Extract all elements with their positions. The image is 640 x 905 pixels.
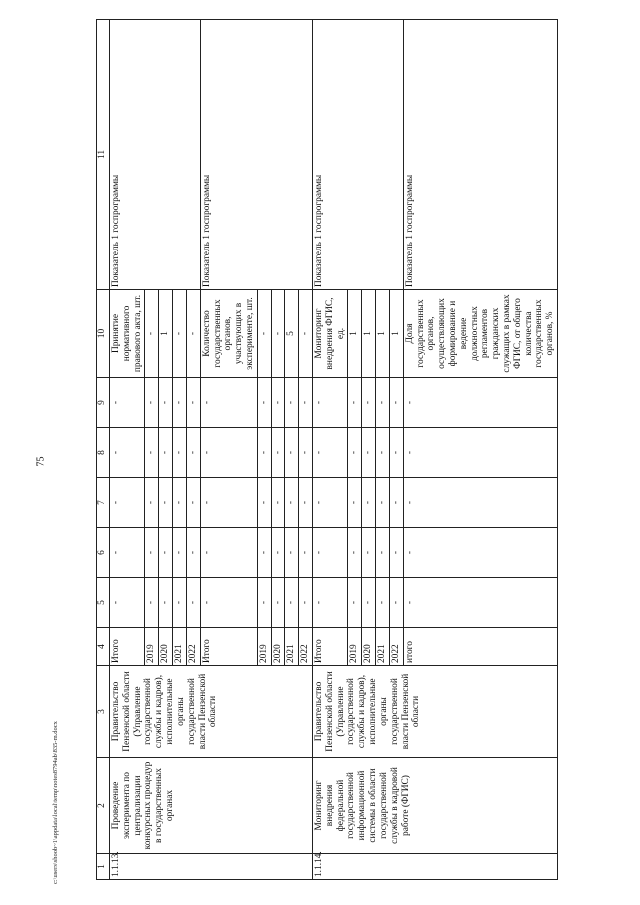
column-number: 9	[97, 378, 110, 428]
value-cell: -	[173, 478, 187, 528]
value-cell: -	[145, 528, 159, 578]
column-number: 10	[97, 290, 110, 378]
value-cell: -	[389, 528, 403, 578]
period-cell: Итого	[110, 628, 145, 666]
value-cell: -	[285, 578, 299, 628]
measure-name: Проведение эксперимента по централизации конкурсных процедур в государственных органах	[110, 758, 313, 854]
value-cell: -	[313, 428, 348, 478]
period-cell: 2020	[362, 628, 376, 666]
measure-executor: Правительство Пензенской области (Управление государственной службы и кадров), исполнительные органы государственной власти Пензенской области	[110, 666, 313, 758]
value-cell: -	[159, 428, 173, 478]
value-cell: -	[403, 578, 557, 628]
indicator-value: -	[173, 290, 187, 378]
column-number: 6	[97, 528, 110, 578]
period-cell: Итого	[313, 628, 348, 666]
value-cell: -	[145, 378, 159, 428]
value-cell: -	[313, 578, 348, 628]
value-cell: -	[271, 378, 285, 428]
value-cell: -	[271, 478, 285, 528]
value-cell: -	[200, 478, 257, 528]
program-indicator: Показатель 1 госпрограммы	[110, 20, 201, 290]
value-cell: -	[145, 478, 159, 528]
column-number-header-row	[97, 20, 110, 880]
value-cell: -	[285, 428, 299, 478]
table-body	[110, 20, 558, 880]
period-cell: 2022	[389, 628, 403, 666]
period-cell: 2022	[299, 628, 313, 666]
value-cell: -	[159, 378, 173, 428]
value-cell: -	[257, 578, 271, 628]
value-cell: -	[110, 578, 145, 628]
indicator-value: 1	[376, 290, 390, 378]
value-cell: -	[200, 428, 257, 478]
period-cell: Итого	[200, 628, 257, 666]
value-cell: -	[186, 428, 200, 478]
value-cell: -	[257, 478, 271, 528]
value-cell: -	[173, 428, 187, 478]
indicator-value: 1	[348, 290, 362, 378]
value-cell: -	[362, 528, 376, 578]
program-indicator: Показатель 1 госпрограммы	[200, 20, 312, 290]
value-cell: -	[299, 478, 313, 528]
value-cell: -	[110, 478, 145, 528]
indicator-value: 1	[159, 290, 173, 378]
measure-name: Мониторинг внедрения федеральной государственной информационной системы в области государственной службы в кадровой работе (ФГИС)	[313, 758, 558, 854]
value-cell: -	[271, 578, 285, 628]
value-cell: -	[285, 478, 299, 528]
value-cell: -	[257, 428, 271, 478]
value-cell: -	[348, 378, 362, 428]
value-cell: -	[285, 528, 299, 578]
indicator-value: -	[299, 290, 313, 378]
value-cell: -	[271, 528, 285, 578]
value-cell: -	[348, 428, 362, 478]
value-cell: -	[299, 578, 313, 628]
value-cell: -	[299, 428, 313, 478]
indicator-value: 1	[389, 290, 403, 378]
column-number: 3	[97, 666, 110, 758]
page-number: 75	[35, 456, 47, 467]
value-cell: -	[173, 528, 187, 578]
value-cell: -	[348, 528, 362, 578]
value-cell: -	[159, 528, 173, 578]
value-cell: -	[376, 478, 390, 528]
column-number: 1	[97, 854, 110, 880]
value-cell: -	[389, 578, 403, 628]
value-cell: -	[257, 528, 271, 578]
column-number: 11	[97, 20, 110, 290]
value-cell: -	[200, 578, 257, 628]
value-cell: -	[403, 528, 557, 578]
value-cell: -	[376, 528, 390, 578]
value-cell: -	[186, 378, 200, 428]
period-cell: 2020	[271, 628, 285, 666]
value-cell: -	[186, 478, 200, 528]
period-cell: 2020	[159, 628, 173, 666]
value-cell: -	[200, 528, 257, 578]
indicator-name: Принятие нормативного правового акта, шт.	[110, 290, 145, 378]
document-table-container	[96, 20, 556, 880]
indicator-value: -	[186, 290, 200, 378]
value-cell: -	[313, 378, 348, 428]
value-cell: -	[257, 378, 271, 428]
measure-id: 1.1.13.	[110, 854, 313, 880]
indicator-value: 5	[285, 290, 299, 378]
value-cell: -	[389, 478, 403, 528]
indicator-value: -	[271, 290, 285, 378]
value-cell: -	[173, 378, 187, 428]
column-number: 5	[97, 578, 110, 628]
value-cell: -	[299, 378, 313, 428]
period-cell: 2019	[257, 628, 271, 666]
value-cell: -	[299, 528, 313, 578]
value-cell: -	[313, 478, 348, 528]
value-cell: -	[186, 528, 200, 578]
value-cell: -	[271, 428, 285, 478]
value-cell: -	[362, 428, 376, 478]
value-cell: -	[389, 428, 403, 478]
table-row	[313, 20, 348, 880]
value-cell: -	[403, 478, 557, 528]
program-measures-table	[96, 19, 558, 880]
period-cell: 2019	[348, 628, 362, 666]
column-number: 8	[97, 428, 110, 478]
indicator-name: Мониторинг внедрения ФГИС, ед.	[313, 290, 348, 378]
period-cell: 2021	[376, 628, 390, 666]
footer-file-path: c:\users\shoob~1\appdata\local\temp\notes8794ab\835-m.docx	[52, 721, 59, 884]
value-cell: -	[145, 428, 159, 478]
period-cell: 2021	[173, 628, 187, 666]
indicator-value: -	[257, 290, 271, 378]
value-cell: -	[362, 378, 376, 428]
value-cell: -	[362, 478, 376, 528]
value-cell: -	[159, 578, 173, 628]
indicator-name: Доля государственных органов, осуществляющих формирование и ведение должностных регламентов гражданских служащих в рамках ФГИС, от общего количества государственных органов, %	[403, 290, 557, 378]
value-cell: -	[110, 528, 145, 578]
table-row	[110, 20, 145, 880]
value-cell: -	[200, 378, 257, 428]
value-cell: -	[376, 378, 390, 428]
value-cell: -	[389, 378, 403, 428]
value-cell: -	[376, 578, 390, 628]
program-indicator: Показатель 1 госпрограммы	[403, 20, 557, 290]
value-cell: -	[159, 478, 173, 528]
period-cell: 2021	[285, 628, 299, 666]
value-cell: -	[110, 428, 145, 478]
value-cell: -	[110, 378, 145, 428]
value-cell: -	[362, 578, 376, 628]
value-cell: -	[173, 578, 187, 628]
measure-executor: Правительство Пензенской области (Управление государственной службы и кадров), исполнительные органы государственной власти Пензенской области	[313, 666, 558, 758]
value-cell: -	[348, 578, 362, 628]
value-cell: -	[403, 428, 557, 478]
value-cell: -	[145, 578, 159, 628]
period-cell: 2019	[145, 628, 159, 666]
indicator-name: Количество государственных органов, участвующих в эксперименте, шт.	[200, 290, 257, 378]
measure-id: 1.1.14.	[313, 854, 558, 880]
column-number: 4	[97, 628, 110, 666]
value-cell: -	[376, 428, 390, 478]
period-cell: 2022	[186, 628, 200, 666]
indicator-value: -	[145, 290, 159, 378]
value-cell: -	[348, 478, 362, 528]
period-cell: итого	[403, 628, 557, 666]
program-indicator: Показатель 1 госпрограммы	[313, 20, 404, 290]
indicator-value: 1	[362, 290, 376, 378]
value-cell: -	[403, 378, 557, 428]
column-number: 2	[97, 758, 110, 854]
value-cell: -	[285, 378, 299, 428]
value-cell: -	[186, 578, 200, 628]
column-number: 7	[97, 478, 110, 528]
value-cell: -	[313, 528, 348, 578]
